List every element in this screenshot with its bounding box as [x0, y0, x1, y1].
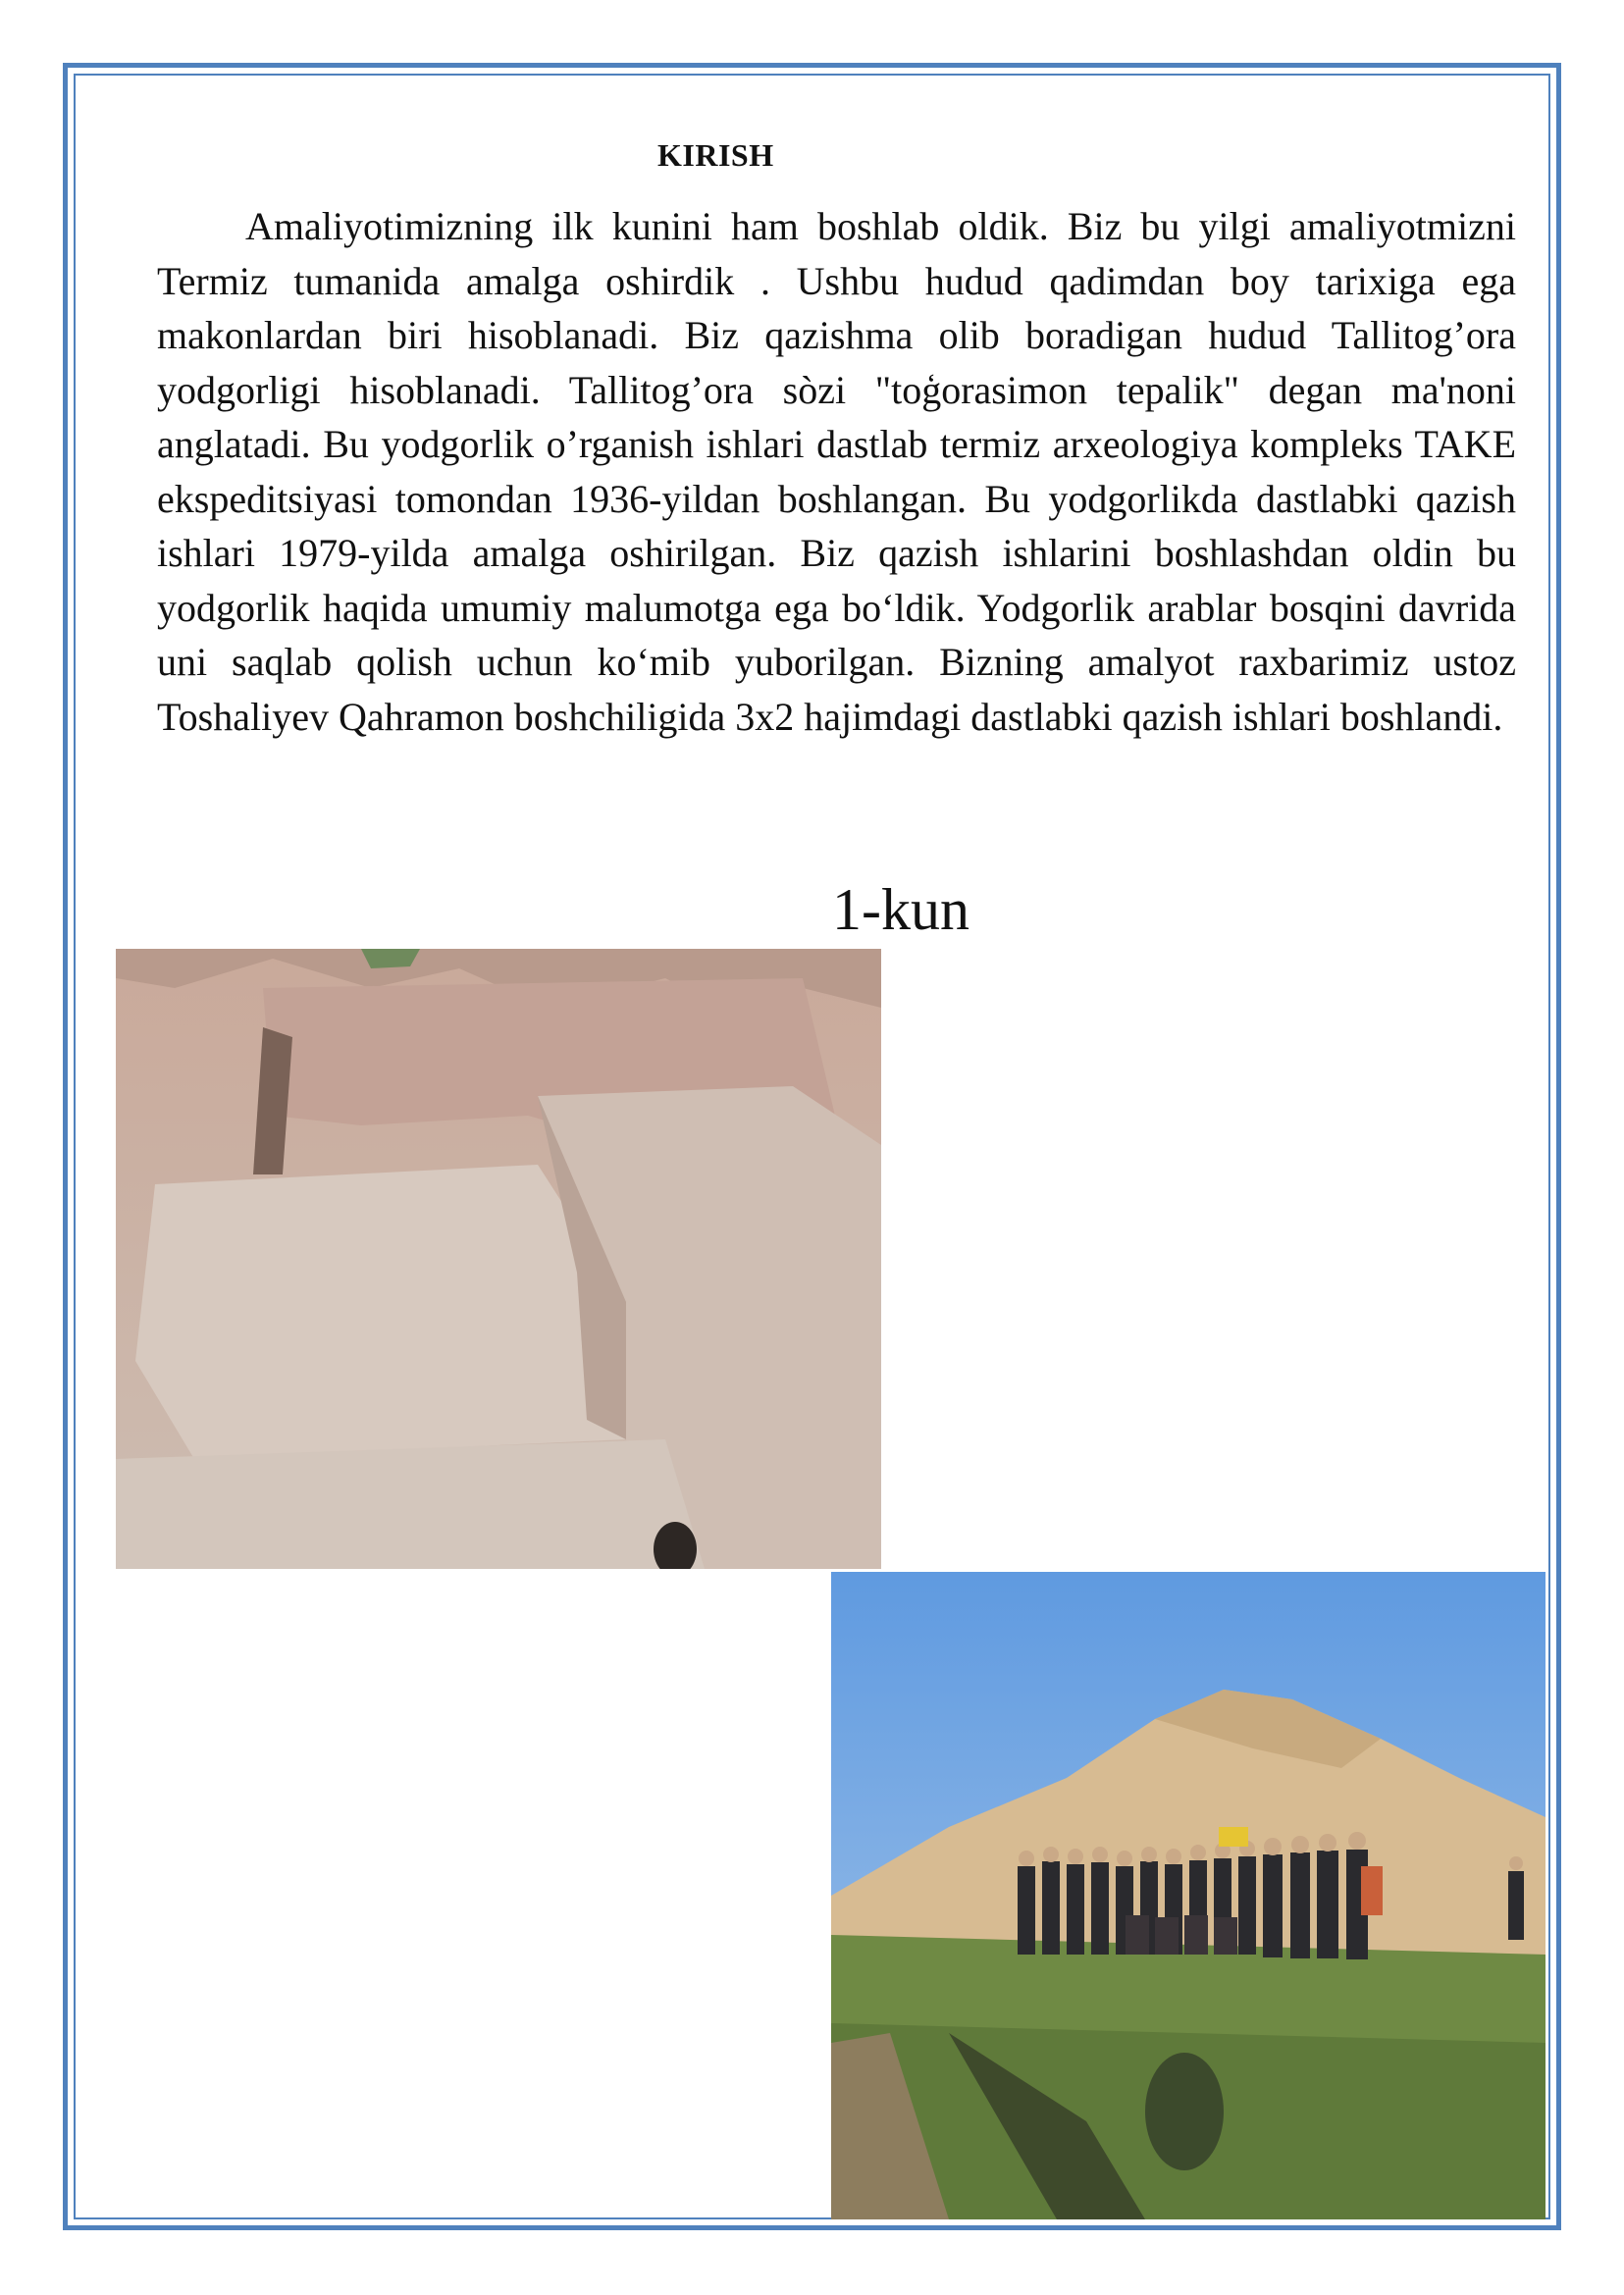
group-photo	[831, 1572, 1545, 2219]
section-heading: KIRISH	[657, 137, 774, 173]
excavation-photo	[116, 949, 881, 1569]
intro-paragraph: Amaliyotimizning ilk kunini ham boshlab oldik. Biz bu yilgi amaliyotmizni Termiz tumanida amalga oshirdik . Ushbu hudud qadimdan boy tarixiga ega makonlardan biri hisoblanadi. Biz qazishma olib boradigan hudud Tallitog’ora yodgorligi hisoblanadi. Tallitog’ora sòzi "toģorasimon tepalik" degan ma'noni anglatadi. Bu yodgorlik o’rganish ishlari dastlab termiz arxeologiya kompleks TAKE ekspeditsiyasi tomondan 1936-yildan boshlangan. Bu yodgorlikda dastlabki qazish ishlari 1979-yilda amalga oshirilgan. Biz qazish ishlarini boshlashdan oldin bu yodgorlik haqida umumiy malumotga ega bo‘ldik. Yodgorlik arablar bosqini davrida uni saqlab qolish uchun ko‘mib yuborilgan. Bizning amalyot raxbarimiz ustoz Toshaliyev Qahramon boshchiligida 3x2 hajimdagi dastlabki qazish ishlari boshlandi.	[157, 204, 1516, 739]
day-label: 1-kun	[832, 877, 969, 942]
